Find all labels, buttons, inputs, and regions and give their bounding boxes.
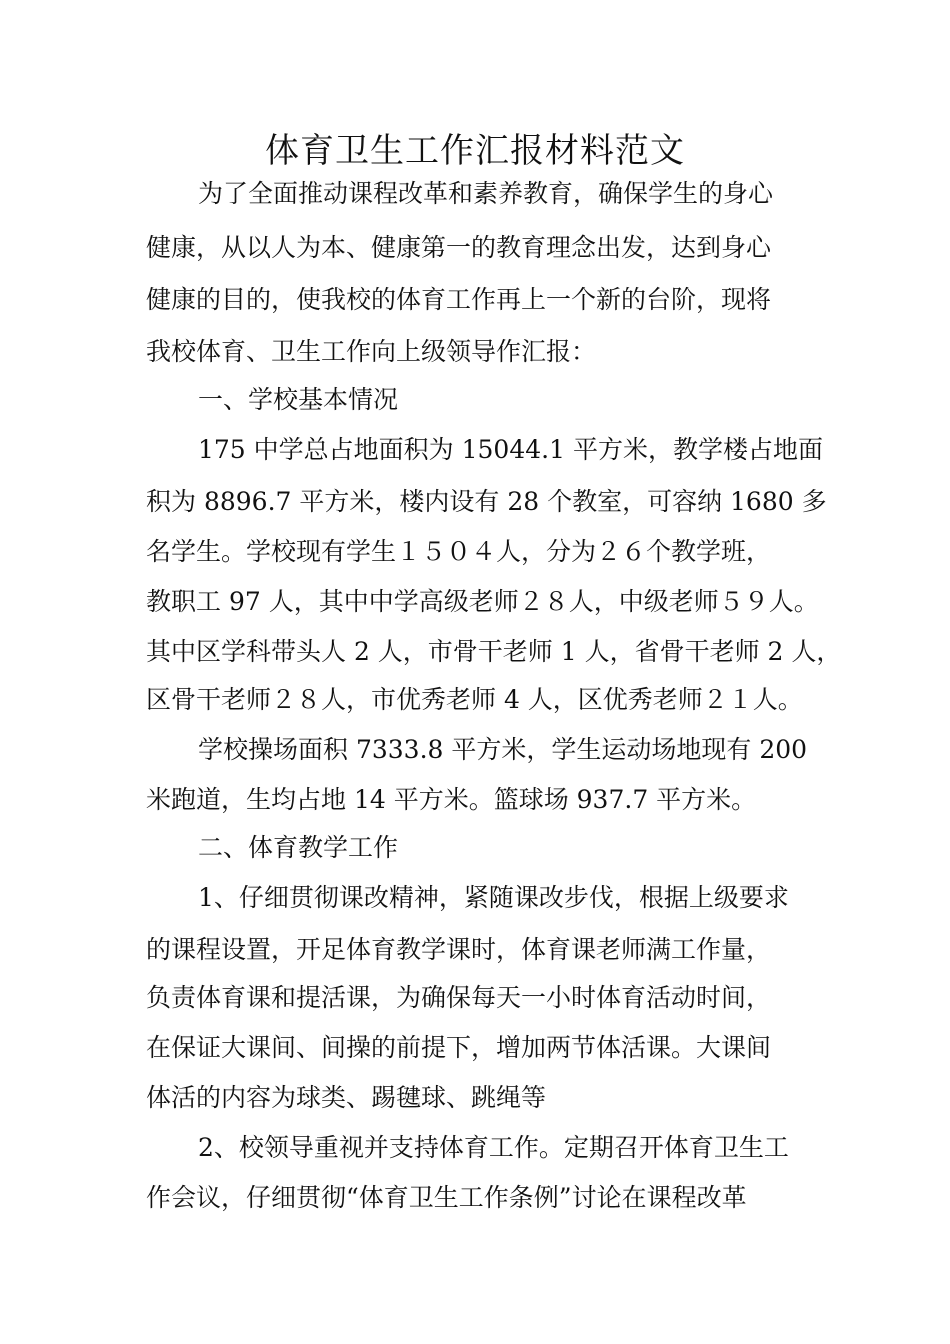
paragraph-line: 其中区学科带头人 2 人，市骨干老师 1 人，省骨干老师 2 人，: [146, 637, 842, 666]
paragraph-line: 负责体育课和提活课，为确保每天一小时体育活动时间，: [146, 983, 772, 1012]
document-title: 体育卫生工作汇报材料范文: [265, 131, 685, 171]
paragraph-line: 我校体育、卫生工作向上级领导作汇报：: [146, 337, 597, 366]
paragraph-line: 学校操场面积 7333.8 平方米，学生运动场地现有 200: [198, 735, 808, 764]
paragraph-line: 的课程设置，开足体育教学课时，体育课老师满工作量，: [146, 935, 772, 964]
paragraph-line: 作会议，仔细贯彻“体育卫生工作条例”讨论在课程改革: [146, 1183, 747, 1212]
paragraph-line: 体活的内容为球类、踢毽球、跳绳等: [146, 1083, 547, 1112]
section-heading: 二、体育教学工作: [198, 833, 399, 862]
paragraph-line: 在保证大课间、间操的前提下，增加两节体活课。大课间: [146, 1033, 772, 1062]
section-heading: 一、学校基本情况: [198, 385, 399, 414]
paragraph-line: 名学生。学校现有学生１５０４人，分为２６个教学班，: [146, 537, 772, 566]
paragraph-line: 健康的目的，使我校的体育工作再上一个新的台阶，现将: [146, 285, 772, 314]
paragraph-line: 区骨干老师２８人，市优秀老师 4 人，区优秀老师２１人。: [146, 685, 803, 714]
paragraph-line: 175 中学总占地面积为 15044.1 平方米，教学楼占地面: [198, 435, 823, 464]
paragraph-line: 1、仔细贯彻课改精神，紧随课改步伐，根据上级要求: [198, 883, 789, 912]
paragraph-line: 健康，从以人为本、健康第一的教育理念出发，达到身心: [146, 233, 772, 262]
paragraph-line: 教职工 97 人，其中中学高级老师２８人，中级老师５９人。: [146, 587, 819, 616]
paragraph-line: 积为 8896.7 平方米，楼内设有 28 个教室，可容纳 1680 多: [146, 487, 827, 516]
paragraph-line: 米跑道，生均占地 14 平方米。篮球场 937.7 平方米。: [146, 785, 757, 814]
paragraph-line: 为了全面推动课程改革和素养教育，确保学生的身心: [198, 179, 774, 208]
paragraph-line: 2、校领导重视并支持体育工作。定期召开体育卫生工: [198, 1133, 789, 1162]
